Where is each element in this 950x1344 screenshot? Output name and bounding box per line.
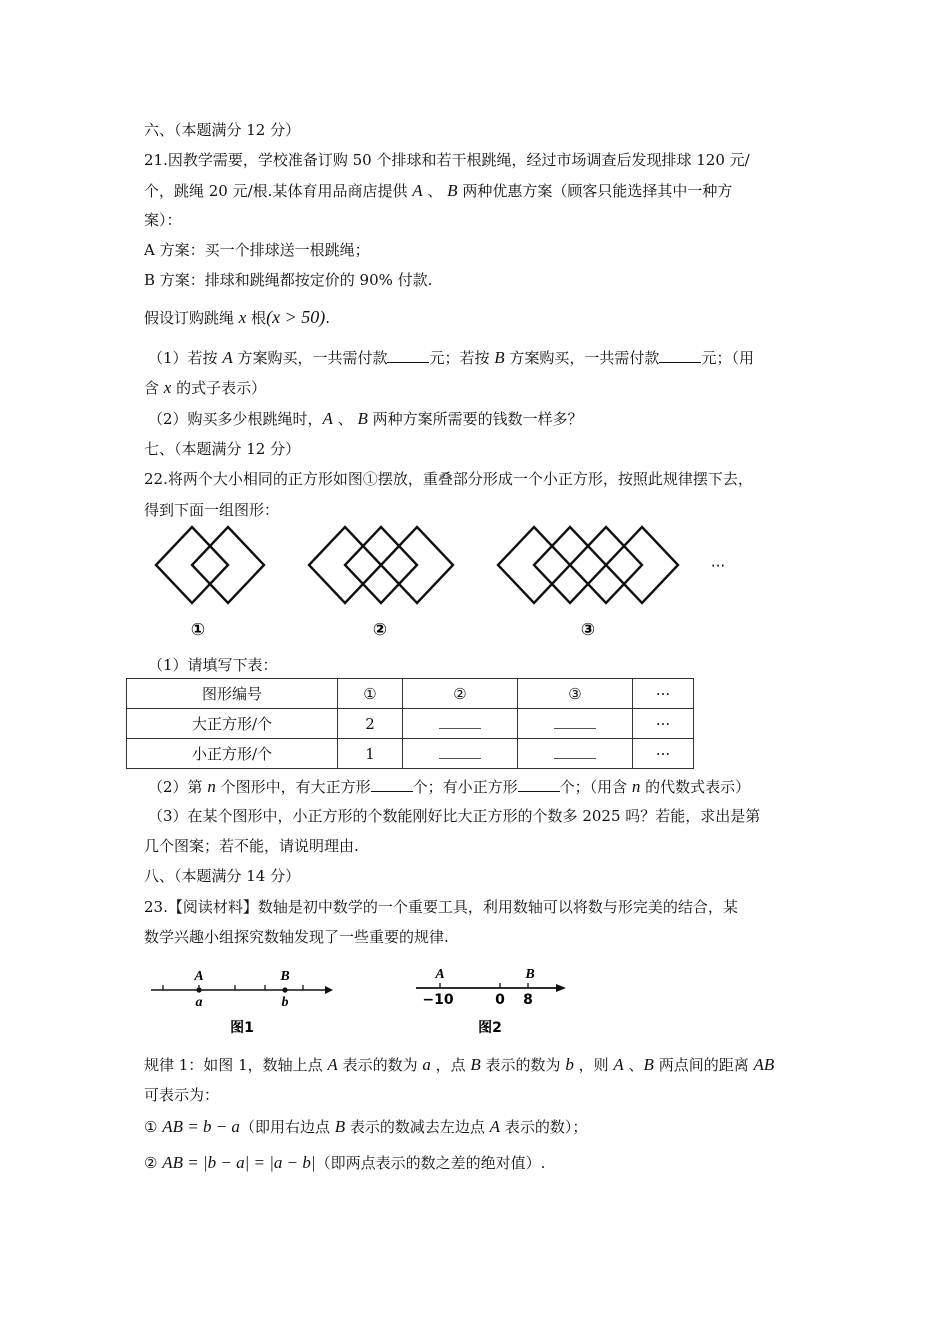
- q21-plan-b: B 方案：排球和跳绳都按定价的 90% 付款.: [144, 271, 433, 289]
- table-cell: 2: [338, 709, 403, 739]
- table-cell: ···: [633, 709, 694, 739]
- q22-part1: （1）请填写下表：: [148, 656, 278, 674]
- answer-blank[interactable]: [554, 714, 596, 729]
- table-cell[interactable]: [403, 709, 518, 739]
- q21-part1: （1）若按 A 方案购买，一共需付款 元；若按 B 方案购买，一共需付款 元；（用: [148, 348, 754, 367]
- table-row: [127, 739, 694, 769]
- label-B: B: [525, 967, 535, 982]
- q22-part2: （2）第 n 个图形中，有大正方形 个；有小正方形 个；（用含 n 的代数式表示）: [148, 777, 751, 796]
- table-cell[interactable]: [518, 709, 633, 739]
- tick-value: −10: [422, 992, 454, 1008]
- figure-caption: 图2: [478, 1020, 502, 1036]
- q21-line1: 21.因教学需要，学校准备订购 50 个排球和若干根跳绳，经过市场调查后发现排球 120 元/: [144, 151, 750, 169]
- q21-plan-a: A 方案：买一个排球送一根跳绳；: [144, 241, 370, 259]
- table-cell: 大正方形/个: [127, 709, 338, 739]
- label-B: B: [280, 969, 290, 984]
- answer-blank[interactable]: [371, 777, 413, 792]
- label-A: A: [194, 969, 204, 984]
- figure-label: ①: [190, 620, 206, 640]
- table-cell: ②: [403, 679, 518, 709]
- q23-line2: 数学兴趣小组探究数轴发现了一些重要的规律.: [144, 928, 449, 946]
- label-A: A: [435, 967, 445, 982]
- point-a: [196, 987, 201, 992]
- tick-value: 8: [523, 992, 533, 1008]
- table-cell: 小正方形/个: [127, 739, 338, 769]
- table-row: [127, 709, 694, 739]
- table-cell: 图形编号: [127, 679, 338, 709]
- answer-blank[interactable]: [518, 777, 560, 792]
- table-cell: ···: [633, 739, 694, 769]
- label-a: a: [195, 995, 203, 1010]
- table-cell: 1: [338, 739, 403, 769]
- answer-blank[interactable]: [659, 348, 701, 363]
- table-cell: ···: [633, 679, 694, 709]
- q22-part3-line1: （3）在某个图形中，小正方形的个数能刚好比大正方形的个数多 2025 吗？若能，求出是第: [148, 807, 761, 825]
- formula-2: ② AB = |b − a| = |a − b|（即两点表示的数之差的绝对值）.: [144, 1153, 546, 1172]
- ellipsis: ···: [710, 557, 726, 575]
- q23-line1: 23.【阅读材料】数轴是初中数学的一个重要工具，利用数轴可以将数与形完美的结合，某: [144, 898, 738, 916]
- q21-part2: （2）购买多少根跳绳时，A 、 B 两种方案所需要的钱数一样多？: [148, 409, 583, 428]
- table-cell[interactable]: [403, 739, 518, 769]
- answer-blank[interactable]: [387, 348, 429, 363]
- section-7-heading: 七、（本题满分 12 分）: [144, 440, 301, 458]
- tick-value: 0: [495, 992, 505, 1008]
- point-b: [282, 987, 287, 992]
- q21-line2: 个，跳绳 20 元/根.某体育用品商店提供 A 、 B 两种优惠方案（顾客只能选择其中一种方: [144, 181, 733, 200]
- figure-label: ③: [580, 620, 596, 640]
- q21-line3: 案）：: [144, 211, 182, 229]
- label-b: b: [281, 995, 289, 1010]
- rule1-line1: 规律 1：如图 1，数轴上点 A 表示的数为 a ，点 B 表示的数为 b ，则 A 、B 两点间的距离 AB: [144, 1055, 775, 1074]
- figure-caption: 图1: [230, 1020, 254, 1036]
- number-line-figure-2: [410, 960, 580, 1040]
- table-cell[interactable]: [518, 739, 633, 769]
- section-8-heading: 八、（本题满分 14 分）: [144, 867, 301, 885]
- square-pattern-figure: [140, 525, 740, 645]
- q22-part3-line2: 几个图案；若不能，请说明理由.: [144, 837, 359, 855]
- q21-part1-cont: 含 x 的式子表示）: [144, 378, 267, 397]
- fill-in-table: [126, 678, 694, 769]
- number-line-figure-1: [145, 960, 345, 1040]
- q21-assumption: 假设订购跳绳 x 根(x > 50).: [144, 307, 331, 327]
- figure-label: ②: [372, 620, 388, 640]
- q22-line1: 22.将两个大小相同的正方形如图①摆放，重叠部分形成一个小正方形，按照此规律摆下去，: [144, 470, 753, 488]
- answer-blank[interactable]: [439, 744, 481, 759]
- answer-blank[interactable]: [554, 744, 596, 759]
- answer-blank[interactable]: [439, 714, 481, 729]
- table-cell: ③: [518, 679, 633, 709]
- q22-line2: 得到下面一组图形：: [144, 501, 280, 519]
- table-cell: ①: [338, 679, 403, 709]
- rule1-line2: 可表示为：: [144, 1086, 220, 1104]
- formula-1: ① AB = b − a（即用右边点 B 表示的数减去左边点 A 表示的数）；: [144, 1117, 588, 1136]
- table-row: [127, 679, 694, 709]
- section-6-heading: 六、（本题满分 12 分）: [144, 121, 301, 139]
